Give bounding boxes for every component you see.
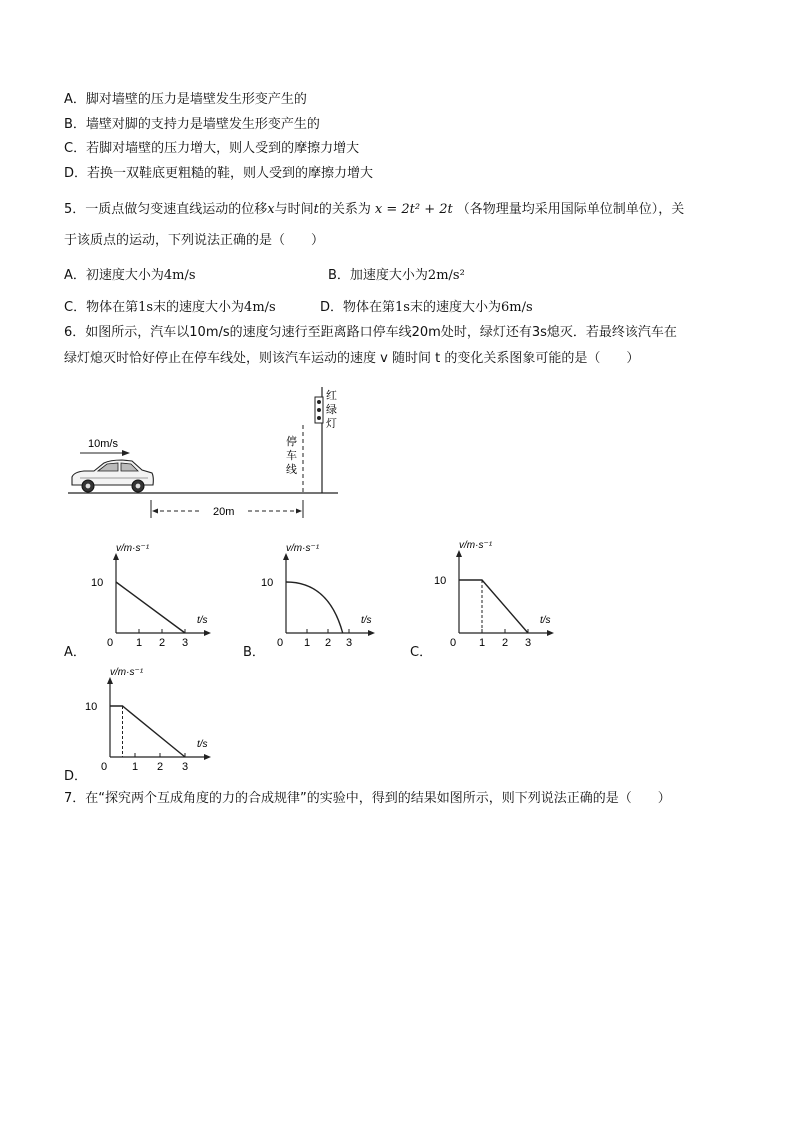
graph-d-y-arrow: [107, 677, 113, 684]
graph-a-x-tick-label: 1: [136, 637, 143, 649]
graph-b-x-axis-label: t/s: [361, 615, 372, 626]
graph-c-curve: [459, 580, 528, 633]
q4-option-c: C．若脚对墙壁的压力增大，则人受到的摩擦力增大: [64, 141, 360, 156]
graph-c-y-axis-label: v/m·s⁻¹: [459, 540, 493, 551]
light-char-3: 灯: [326, 418, 337, 430]
graph-b-y-arrow: [283, 553, 289, 560]
q6-stem-line2: 绿灯熄灭时恰好停止在停车线处，则该汽车运动的速度 v 随时间 t 的变化关系图象可能的是（ ）: [64, 351, 640, 366]
graph-c-label: C．: [410, 645, 433, 660]
graph-a-y-arrow: [113, 553, 119, 560]
graph-d-y-tick-label: 10: [85, 701, 98, 713]
graph-d-curve: [110, 706, 185, 757]
graph-a-label: A．: [64, 645, 86, 660]
graph-d-x-tick-label: 3: [182, 761, 189, 773]
q5-stem-line2: 于该质点的运动，下列说法正确的是（ ）: [64, 233, 325, 248]
q4-option-b: B．墙壁对脚的支持力是墙壁发生形变产生的: [64, 117, 320, 132]
graph-b-x-tick-label: 0: [277, 637, 284, 649]
graph-a-y-tick-label: 10: [91, 577, 104, 589]
graph-d-label: D．: [64, 769, 88, 784]
graph-b-x-arrow: [368, 630, 375, 636]
graph-d-x-tick-label: 1: [132, 761, 139, 773]
q6-stem-line1: 6．如图所示，汽车以10m/s的速度匀速行至距离路口停车线20m处时，绿灯还有3s熄灭．若最终该汽车在: [64, 325, 677, 340]
light-char-2: 绿: [326, 404, 337, 416]
graph-a-x-arrow: [204, 630, 211, 636]
graph-a-y-axis-label: v/m·s⁻¹: [116, 543, 150, 554]
graph-b-x-tick-label: 2: [325, 637, 332, 649]
graph-a-x-tick-label: 3: [182, 637, 189, 649]
graph-a-x-axis-label: t/s: [197, 615, 208, 626]
q5-formula: x = 2t² + 2t: [374, 202, 453, 217]
graph-b-x-tick-label: 1: [304, 637, 311, 649]
q4-option-a: A．脚对墙壁的压力是墙壁发生形变产生的: [64, 92, 307, 107]
graph-c-x-tick-label: 2: [502, 637, 509, 649]
graph-a-x-tick-label: 2: [159, 637, 166, 649]
graph-c-x-tick-label: 0: [450, 637, 457, 649]
stop-line-char-1: 停: [286, 436, 297, 448]
q4-option-d: D．若换一双鞋底更粗糙的鞋，则人受到的摩擦力增大: [64, 166, 374, 181]
speed-label: 10m/s: [88, 438, 118, 450]
graph-a-x-tick-label: 0: [107, 637, 114, 649]
graph-c-y-tick-label: 10: [434, 575, 447, 587]
q5-option-d: D．物体在第1s末的速度大小为6m/s: [320, 300, 533, 315]
graph-d-x-arrow: [204, 754, 211, 760]
light-char-1: 红: [326, 390, 337, 402]
stop-line-char-3: 线: [286, 464, 297, 476]
graph-c-x-axis-label: t/s: [540, 615, 551, 626]
graph-c-x-tick-label: 1: [479, 637, 486, 649]
q5-option-a: A．初速度大小为4m/s: [64, 268, 196, 283]
distance-label: 20m: [213, 506, 235, 518]
graph-b-y-axis-label: v/m·s⁻¹: [286, 543, 320, 554]
graph-d-x-tick-label: 2: [157, 761, 164, 773]
q7-stem: 7．在“探究两个互成角度的力的合成规律”的实验中，得到的结果如图所示，则下列说法正确的是（ ）: [64, 791, 671, 806]
stop-line-char-2: 车: [286, 450, 297, 462]
graph-b-curve: [286, 582, 343, 633]
graph-c-x-arrow: [547, 630, 554, 636]
q5-option-c: C．物体在第1s末的速度大小为4m/s: [64, 300, 276, 315]
q5-stem: 5．一质点做匀变速直线运动的位移x与时间t的关系为 x = 2t² + 2t （各物理量均采用国际单位制单位），关: [64, 202, 685, 217]
graph-b-x-tick-label: 3: [346, 637, 353, 649]
q5-option-b: B．加速度大小为2m/s²: [328, 268, 465, 283]
graph-b-y-tick-label: 10: [261, 577, 274, 589]
graph-c-x-tick-label: 3: [525, 637, 532, 649]
graph-c-y-arrow: [456, 550, 462, 557]
graph-b-label: B．: [243, 645, 265, 660]
graph-a-curve: [116, 582, 185, 633]
graph-d-y-axis-label: v/m·s⁻¹: [110, 667, 144, 678]
graph-d-x-axis-label: t/s: [197, 739, 208, 750]
graph-d-x-tick-label: 0: [101, 761, 108, 773]
